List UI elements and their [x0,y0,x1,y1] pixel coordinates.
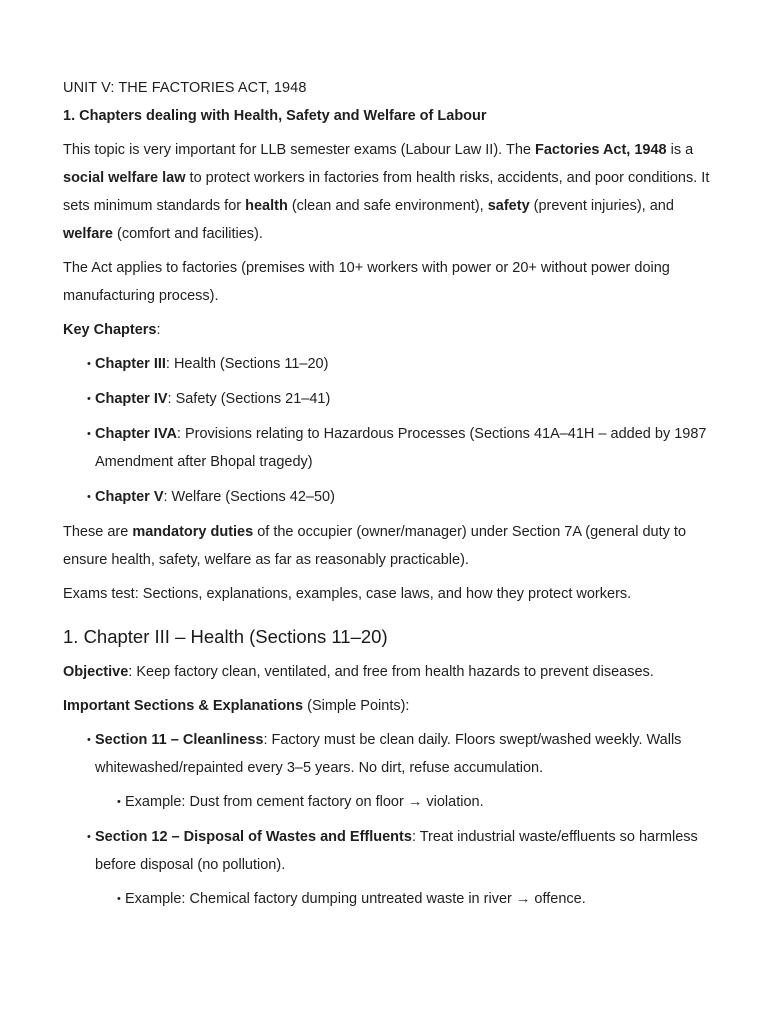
intro-bold-act: Factories Act, 1948 [534,142,667,158]
list-item: • Section 11 – Cleanliness: Factory must be clean daily. Floors swept/washed weekly. Walls whitewashed/repainted every 3–5 years. No dirt, refuse accumulation. • Example: Dust from cement factory on floor → violation. [87,726,713,816]
key-chapters-list [63,350,713,511]
intro-bold-health: health [245,198,288,214]
list-item: • Chapter IVA: Provisions relating to Hazardous Processes (Sections 41A–41H – added by 1987 Amendment after Bhopal tragedy) [87,420,713,476]
list-item: • Chapter IV: Safety (Sections 21–41) [87,385,713,413]
document-page [63,74,713,920]
list-item: • Chapter III: Health (Sections 11–20) [87,350,713,378]
intro-bold-law: social welfare law [63,170,186,186]
objective-paragraph: Objective: Keep factory clean, ventilated, and free from health hazards to prevent diseases. [63,664,654,680]
applies-paragraph: The Act applies to factories (premises with 10+ workers with power or 20+ without power doing manufacturing process). [63,260,670,304]
intro-bold-welfare: welfare [63,226,113,242]
intro-bold-safety: safety [487,198,530,214]
list-item: • Section 12 – Disposal of Wastes and Effluents: Treat industrial waste/effluents so harmless before disposal (no pollution). • Example: Chemical factory dumping untreated waste in river → offence. [87,823,713,913]
unit-title: UNIT V: THE FACTORIES ACT, 1948 [63,80,307,96]
list-item: • Example: Dust from cement factory on floor → violation. [117,788,713,816]
chapters-subtitle: 1. Chapters dealing with Health, Safety and Welfare of Labour [63,108,487,124]
exams-paragraph: Exams test: Sections, explanations, examples, case laws, and how they protect workers. [63,586,632,602]
health-sections-list [63,726,713,913]
example-list [95,788,713,816]
mandatory-paragraph: These are mandatory duties of the occupier (owner/manager) under Section 7A (general duty to ensure health, safety, welfare as far as reasonably practicable). [63,524,687,568]
list-item: • Example: Chemical factory dumping untreated waste in river → offence. [117,885,713,913]
important-sections-label: Important Sections & Explanations (Simple Points): [63,698,410,714]
example-list [95,885,713,913]
list-item: • Chapter V: Welfare (Sections 42–50) [87,483,713,511]
intro-paragraph: This topic is very important for LLB semester exams (Labour Law II). The Factories Act, 1948 is a social welfare law to protect workers in factories from health risks, accidents, and poor conditions. It sets minimum standards for health (clean and safe environment), safety (prevent injuries), and welfare (comfort and facilities). [63,142,710,242]
health-heading: 1. Chapter III – Health (Sections 11–20) [63,626,388,647]
key-chapters-label: Key Chapters: [63,322,161,338]
